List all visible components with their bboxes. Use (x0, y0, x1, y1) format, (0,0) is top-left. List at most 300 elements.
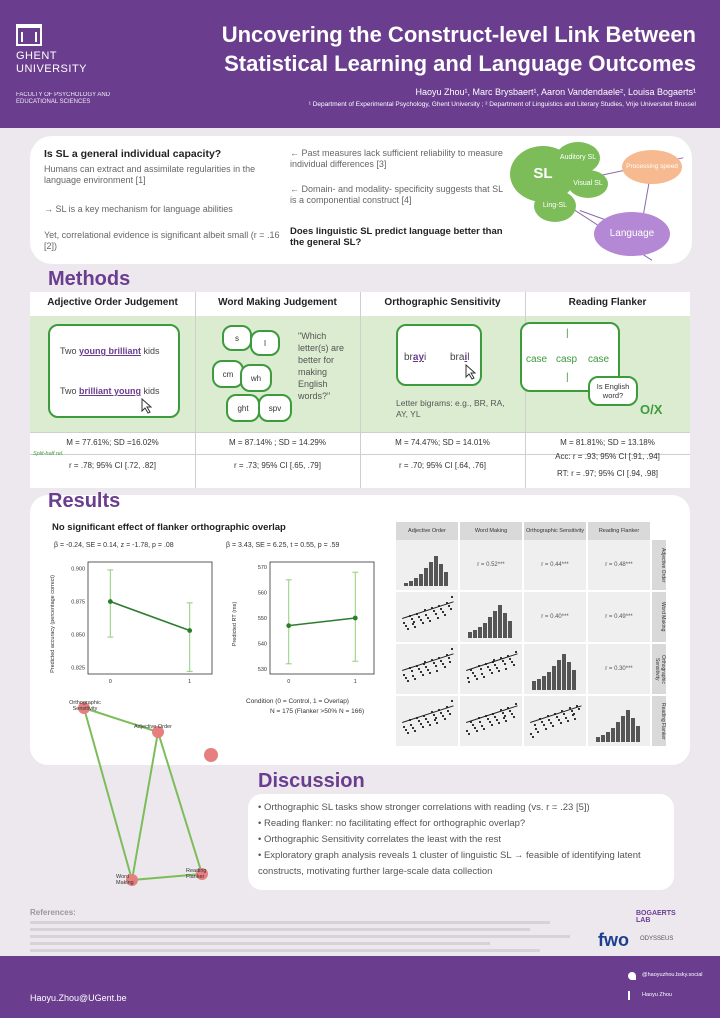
scatter-point (410, 724, 412, 726)
scatter-point (442, 663, 444, 665)
stat-word-rel: r = .73; 95% CI [.65, .79] (234, 461, 321, 470)
scatter-point (543, 724, 545, 726)
reference-line (30, 928, 530, 931)
y-axis-label: Predicted accuracy (percentage correct) (50, 575, 56, 673)
regression-line (466, 705, 518, 723)
scatter-point (435, 665, 437, 667)
x-tick-label: 0 (108, 679, 112, 685)
col-head-ortho: Orthographic Sensitivity (384, 297, 501, 308)
scatter-cell (396, 696, 458, 746)
histogram-bar (631, 718, 635, 742)
scatter-point (474, 727, 476, 729)
accuracy-chart (44, 554, 224, 694)
title-line-2: Statistical Learning and Language Outcomes (224, 51, 696, 76)
scatter-point (429, 724, 431, 726)
scatter-point (468, 733, 470, 735)
stat-flanker-rt: RT: r = .97; 95% CI [.94, .98] (556, 469, 658, 478)
scatter-point (509, 658, 511, 660)
scatter-point (407, 628, 409, 630)
data-point (187, 628, 192, 633)
orcid-icon (628, 991, 634, 1000)
y-tick-label: 560 (257, 590, 267, 597)
scatter-point (442, 715, 444, 717)
scatter-point (451, 700, 453, 702)
histogram-cell (396, 540, 458, 590)
bubble-visual: Visual SL (568, 170, 608, 198)
scatter-point (425, 666, 427, 668)
correlation-matrix (390, 518, 682, 762)
correlation-cell: r = 0.49*** (588, 592, 650, 642)
scatter-point (434, 719, 436, 721)
flanker-answer: O/X (640, 402, 663, 417)
bogaerts-lab-logo: BOGAERTS LAB (636, 910, 676, 924)
y-tick-label: 550 (257, 616, 267, 622)
matrix-col-header: Reading Flanker (588, 522, 650, 540)
word-question: "Which letter(s) are better for making English words?" (298, 331, 345, 401)
matrix-col-header: Orthographic Sensitivity (524, 522, 586, 540)
scatter-point (498, 670, 500, 672)
scatter-point (414, 626, 416, 628)
scatter-point (420, 723, 422, 725)
scatter-point (567, 720, 569, 722)
histogram-bar (601, 735, 605, 742)
scatter-point (571, 710, 573, 712)
scatter-point (502, 660, 504, 662)
discussion-list (258, 800, 668, 880)
scatter-point (550, 722, 552, 724)
scatter-point (420, 619, 422, 621)
discussion-item: • Orthographic SL tasks show stronger correlations with reading (vs. r = .23 [5]) (258, 802, 590, 813)
scatter-point (414, 678, 416, 680)
matrix-row-header: Reading Flanker (652, 696, 666, 746)
discussion-item: • Exploratory graph analysis reveals 1 cluster of linguistic SL → feasible of identifying latent constructs, motivating further large-scale data collection (258, 850, 641, 877)
scatter-point (565, 717, 567, 719)
bluesky-icon (628, 972, 636, 980)
histogram-bar (473, 630, 477, 638)
scatter-point (491, 672, 493, 674)
scatter-point (407, 680, 409, 682)
scatter-point (451, 596, 453, 598)
scatter-point (472, 724, 474, 726)
data-point (286, 623, 291, 628)
methods-heading: Methods (48, 268, 131, 290)
split-half-label: Split-half rel. (33, 451, 64, 457)
histogram-bar (483, 623, 487, 638)
scatter-point (468, 681, 470, 683)
reference-line (30, 942, 490, 945)
word-tile: s (222, 325, 252, 351)
scatter-point (552, 725, 554, 727)
scatter-point (437, 617, 439, 619)
scatter-point (451, 648, 453, 650)
scatter-cell (396, 644, 458, 694)
references (30, 908, 590, 954)
scatter-point (509, 710, 511, 712)
histogram-bar (419, 574, 423, 586)
scatter-point (498, 722, 500, 724)
divider (360, 292, 361, 488)
scatter-point (436, 722, 438, 724)
histogram-bar (596, 737, 600, 742)
legend-node-icon (204, 748, 218, 762)
scatter-point (504, 663, 506, 665)
y-tick-label: 0.850 (71, 632, 85, 639)
scatter-point (411, 618, 413, 620)
histogram-bar (606, 732, 610, 742)
stat-ortho-rel: r = .70; 95% CI [.64, .76] (399, 461, 486, 470)
odysseus-logo: ODYSSEUS (640, 936, 674, 942)
poster-title (136, 20, 696, 78)
scatter-point (480, 668, 482, 670)
scatter-point (556, 716, 558, 718)
scatter-point (427, 721, 429, 723)
scatter-point (467, 677, 469, 679)
intro-text-3: Yet, correlational evidence is significant albeit small (r = .16 [2]) (44, 230, 280, 251)
logo-name-2: UNIVERSITY (16, 63, 88, 75)
bubble-processing: Processing speed (622, 150, 682, 184)
bubble-language: Language (594, 212, 670, 256)
y-tick-label: 0.825 (71, 665, 85, 672)
scatter-point (481, 673, 483, 675)
scatter-point (418, 668, 420, 670)
node-label: Reading Flanker (186, 868, 207, 880)
scatter-point (483, 676, 485, 678)
scatter-point (505, 668, 507, 670)
scatter-point (444, 718, 446, 720)
scatter-point (414, 730, 416, 732)
scatter-point (558, 719, 560, 721)
scatter-point (447, 710, 449, 712)
scatter-point (422, 726, 424, 728)
scatter-point (449, 661, 451, 663)
histogram-bar (493, 611, 497, 638)
stat-adjective-mean: M = 77.61%; SD =16.02% (66, 438, 159, 447)
histogram-bar (404, 583, 408, 586)
scatter-point (472, 672, 474, 674)
scatter-point (425, 718, 427, 720)
regression-line (466, 653, 518, 671)
scatter-point (513, 664, 515, 666)
correlation-cell: r = 0.48*** (588, 540, 650, 590)
scatter-point (578, 708, 580, 710)
y-tick-label: 0.875 (71, 599, 85, 606)
bubble-ling: Ling-SL (534, 190, 576, 222)
scatter-point (560, 722, 562, 724)
affiliations: ¹ Department of Experimental Psychology, Ghent University ; ² Department of Linguistics and Literary Studies, Vrije Universiteit Brussel (308, 101, 696, 108)
intro-point-2: ← Domain- and modality- specificity suggests that SL is a componential construct [4] (290, 184, 503, 205)
flanker-target: casp (556, 354, 578, 365)
x-tick-label: 0 (287, 679, 291, 685)
scatter-point (412, 623, 414, 625)
histogram-bar (567, 662, 571, 690)
x-axis-label: Condition (0 = Control, 1 = Overlap) (246, 698, 349, 705)
scatter-point (442, 611, 444, 613)
scatter-cell (460, 696, 522, 746)
footer-banner (0, 956, 720, 1018)
contact-email[interactable]: Haoyu.Zhou@UGent.be (30, 993, 127, 1003)
ortho-word-2: brail (450, 352, 470, 363)
stat-adjective-rel: r = .78; 95% CI [.72, .82] (69, 461, 156, 470)
scatter-point (503, 717, 505, 719)
scatter-point (487, 718, 489, 720)
scatter-point (511, 661, 513, 663)
title-line-1: Uncovering the Construct-level Link Between (221, 22, 696, 47)
scatter-point (420, 671, 422, 673)
scatter-point (511, 713, 513, 715)
histogram-bar (488, 617, 492, 638)
stat-flanker-mean: M = 81.81%; SD = 13.18% (560, 438, 655, 447)
scatter-point (496, 719, 498, 721)
scatter-point (572, 714, 574, 716)
scatter-point (532, 736, 534, 738)
word-tile: spv (258, 394, 292, 422)
series-line (110, 602, 189, 631)
histogram-bar (424, 568, 428, 586)
scatter-point (534, 724, 536, 726)
scatter-point (491, 724, 493, 726)
histogram-bar (439, 564, 443, 586)
scatter-point (405, 729, 407, 731)
x-tick-label: 1 (353, 679, 357, 685)
correlation-cell: r = 0.30*** (588, 644, 650, 694)
intro-point-1: ← Past measures lack sufficient reliability to measure individual differences [3] (290, 148, 503, 169)
histogram-bar (572, 670, 576, 690)
word-tile: l (250, 330, 280, 356)
scatter-point (412, 727, 414, 729)
results-heading: Results (48, 490, 121, 512)
scatter-point (405, 625, 407, 627)
scatter-point (429, 672, 431, 674)
y-tick-label: 530 (257, 666, 267, 673)
scatter-point (481, 725, 483, 727)
authors: Haoyu Zhou¹, Marc Brysbaert¹, Aaron Vandendaele², Louisa Bogaerts¹ (415, 87, 696, 97)
scatter-point (479, 721, 481, 723)
histogram-bar (414, 578, 418, 586)
scatter-point (563, 713, 565, 715)
scatter-point (433, 662, 435, 664)
ghent-university-logo (16, 24, 116, 106)
matrix-row-header: Word Making (652, 592, 666, 642)
histogram-bar (557, 660, 561, 690)
discussion-heading: Discussion (258, 770, 365, 792)
bubble-sl: SL (510, 146, 576, 202)
scatter-point (494, 664, 496, 666)
scatter-point (574, 718, 576, 720)
histogram-bar (552, 666, 556, 690)
stat-left: β = -0.24, SE = 0.14, z = -1.78, p = .08 (54, 542, 174, 549)
sample-note: N = 175 (Flanker >50% N = 166) (270, 708, 365, 715)
histogram-bar (636, 726, 640, 742)
flanker-right: case (588, 354, 610, 365)
flanker-left: case (526, 354, 548, 365)
scatter-point (541, 721, 543, 723)
scatter-point (418, 720, 420, 722)
word-tile: ght (226, 394, 260, 422)
correlation-cell: r = 0.44*** (524, 540, 586, 590)
scatter-point (535, 728, 537, 730)
histogram-bar (429, 562, 433, 586)
scatter-point (476, 730, 478, 732)
matrix-row-header: Orthographic Sensitivity (652, 644, 666, 694)
col-head-adjective: Adjective Order Judgement (47, 297, 178, 308)
y-tick-label: 540 (257, 641, 267, 648)
research-question: Does linguistic SL predict language better than the general SL? (290, 226, 503, 248)
intro-text-2: → SL is a key mechanism for language abilities (44, 204, 233, 214)
author-name: Haoyu Zhou (642, 992, 672, 998)
scatter-point (448, 605, 450, 607)
scatter-point (548, 719, 550, 721)
scatter-cell (460, 644, 522, 694)
node-label: Adjective Order (134, 724, 172, 730)
histogram-bar (478, 627, 482, 638)
histogram-bar (508, 621, 512, 638)
scatter-point (433, 610, 435, 612)
ortho-caption: Letter bigrams: e.g., BR, RA, AY, YL (396, 398, 505, 419)
references-heading: References: (30, 908, 76, 917)
intro-question: Is SL a general individual capacity? (44, 148, 222, 160)
scatter-point (429, 620, 431, 622)
scatter-point (513, 716, 515, 718)
flanker-fixation-top: | (566, 328, 569, 339)
scatter-point (502, 712, 504, 714)
histogram-bar (532, 681, 536, 690)
histogram-bar (444, 572, 448, 586)
ortho-word-1: brayi (404, 352, 427, 363)
discussion-item: • Orthographic Sensitivity correlates the least with the rest (258, 834, 502, 845)
scatter-point (487, 666, 489, 668)
intro-text-1: Humans can extract and assimilate regularities in the language environment [1] (44, 164, 256, 185)
cursor-icon (464, 364, 478, 380)
histogram-bar (542, 676, 546, 690)
reference-line (30, 921, 550, 924)
scatter-point (496, 667, 498, 669)
y-tick-label: 570 (257, 565, 267, 572)
scatter-point (489, 721, 491, 723)
scatter-point (474, 675, 476, 677)
histogram-bar (562, 654, 566, 690)
histogram-bar (498, 605, 502, 638)
scatter-point (476, 678, 478, 680)
x-tick-label: 1 (188, 679, 192, 685)
logo-name-1: GHENT (16, 50, 57, 62)
col-head-flanker: Reading Flanker (568, 297, 647, 308)
matrix-col-header: Adjective Order (396, 522, 458, 540)
scatter-point (422, 674, 424, 676)
histogram-bar (409, 581, 413, 586)
scatter-point (530, 733, 532, 735)
scatter-point (405, 677, 407, 679)
data-point (108, 599, 113, 604)
histogram-bar (611, 728, 615, 742)
stat-word-mean: M = 87.14% ; SD = 14.29% (229, 438, 326, 447)
histogram-bar (503, 613, 507, 638)
scatter-point (440, 660, 442, 662)
faculty-name: FACULTY OF PSYCHOLOGY AND EDUCATIONAL SCIENCES (16, 92, 111, 105)
rt-chart (226, 554, 386, 694)
cursor-icon (140, 398, 154, 414)
fwo-logo: fwo (598, 930, 629, 950)
reference-line (30, 949, 540, 952)
bubble-auditory: Auditory SL (556, 142, 600, 174)
scatter-point (427, 617, 429, 619)
scatter-point (444, 614, 446, 616)
histogram-cell (524, 644, 586, 694)
histogram-bar (626, 710, 630, 742)
scatter-cell (396, 592, 458, 642)
series-line (289, 618, 356, 626)
divider (195, 292, 196, 488)
histogram-bar (547, 672, 551, 690)
scatter-point (494, 716, 496, 718)
scatter-point (448, 657, 450, 659)
scatter-point (466, 730, 468, 732)
stat-flanker-acc: Acc: r = .93; 95% CI [.91, .94] (555, 452, 660, 461)
y-tick-label: 0.900 (71, 566, 85, 573)
histogram-cell (460, 592, 522, 642)
scatter-point (418, 616, 420, 618)
plot-frame (270, 562, 374, 674)
scatter-point (489, 669, 491, 671)
histogram-bar (616, 722, 620, 742)
results-subhead: No significant effect of flanker orthographic overlap (52, 522, 286, 533)
scatter-point (440, 608, 442, 610)
reference-line (30, 935, 570, 938)
scatter-point (435, 613, 437, 615)
scatter-point (427, 669, 429, 671)
histogram-cell (588, 696, 650, 746)
discussion-item: • Reading flanker: no facilitating effect for orthographic overlap? (258, 818, 526, 829)
scatter-point (537, 731, 539, 733)
matrix-col-header: Word Making (460, 522, 522, 540)
plot-frame (88, 562, 212, 674)
correlation-cell: r = 0.40*** (524, 592, 586, 642)
flanker-question-bubble: Is English word? (588, 376, 638, 406)
scatter-point (449, 713, 451, 715)
scatter-point (545, 728, 547, 730)
histogram-bar (537, 679, 541, 690)
histogram-bar (468, 632, 472, 638)
stat-right: β = 3.43, SE = 6.25, t = 0.55, p = .59 (226, 542, 340, 549)
scatter-point (436, 670, 438, 672)
node-label: Orthographic Sensitivity (69, 700, 101, 712)
scatter-point (450, 608, 452, 610)
word-tile: cm (212, 360, 244, 388)
adjective-item-1: Two young brilliant kids (60, 346, 160, 356)
node-label: Word Making (116, 874, 134, 886)
scatter-point (403, 674, 405, 676)
correlation-cell: r = 0.52*** (460, 540, 522, 590)
scatter-point (433, 714, 435, 716)
stat-ortho-mean: M = 74.47%; SD = 14.01% (395, 438, 490, 447)
scatter-point (411, 670, 413, 672)
histogram-bar (434, 556, 438, 586)
y-axis-label: Predicted RT (ms) (232, 601, 238, 647)
social-handle[interactable]: @haoyuzhou.bsky.social (642, 972, 703, 978)
scatter-point (483, 728, 485, 730)
scatter-point (444, 666, 446, 668)
scatter-point (407, 732, 409, 734)
scatter-point (505, 720, 507, 722)
scatter-point (425, 614, 427, 616)
histogram-bar (621, 716, 625, 742)
flanker-fixation-bottom: | (566, 372, 569, 383)
word-tile: wh (240, 364, 272, 392)
scatter-point (422, 622, 424, 624)
scatter-point (403, 622, 405, 624)
scatter-point (403, 726, 405, 728)
data-point (353, 616, 358, 621)
adjective-item-2: Two brilliant young kids (60, 386, 160, 396)
